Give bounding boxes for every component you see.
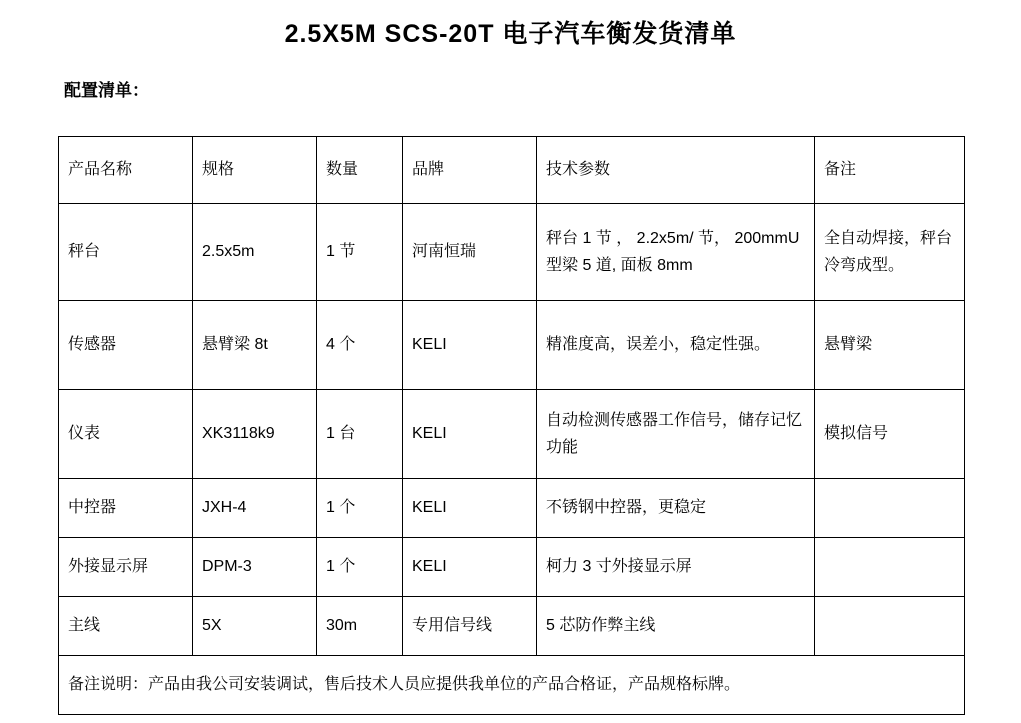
cell-quantity: 4 个 <box>317 301 403 390</box>
column-header-spec: 规格 <box>193 137 317 204</box>
cell-quantity: 30m <box>317 597 403 656</box>
cell-tech-params: 秤台 1 节 ， 2.2x5m/ 节， 200mmU 型梁 5 道, 面板 8mm <box>537 204 815 301</box>
table-footnote-row <box>59 656 965 715</box>
cell-quantity: 1 个 <box>317 479 403 538</box>
cell-tech-params: 柯力 3 寸外接显示屏 <box>537 538 815 597</box>
cell-product-name: 秤台 <box>59 204 193 301</box>
cell-quantity: 1 台 <box>317 390 403 479</box>
cell-tech-params: 精准度高，误差小，稳定性强。 <box>537 301 815 390</box>
cell-spec: DPM-3 <box>193 538 317 597</box>
section-subtitle: 配置清单： <box>64 81 149 100</box>
table-row <box>59 479 965 538</box>
cell-brand: KELI <box>403 538 537 597</box>
cell-remark: 模拟信号 <box>815 390 965 479</box>
cell-remark <box>815 538 965 597</box>
cell-product-name: 仪表 <box>59 390 193 479</box>
cell-spec: JXH-4 <box>193 479 317 538</box>
table-row <box>59 301 965 390</box>
table-header-row <box>59 137 965 204</box>
cell-spec: XK3118k9 <box>193 390 317 479</box>
cell-quantity: 1 个 <box>317 538 403 597</box>
cell-quantity: 1 节 <box>317 204 403 301</box>
document-page <box>0 14 1021 723</box>
cell-brand: KELI <box>403 479 537 538</box>
column-header-tech-params: 技术参数 <box>537 137 815 204</box>
table-row <box>59 204 965 301</box>
cell-brand: KELI <box>403 390 537 479</box>
cell-product-name: 中控器 <box>59 479 193 538</box>
cell-footnote: 备注说明：产品由我公司安装调试，售后技术人员应提供我单位的产品合格证，产品规格标牌。 <box>59 656 965 715</box>
page-title: 2.5X5M SCS-20T 电子汽车衡发货清单 <box>284 20 737 48</box>
table-row <box>59 538 965 597</box>
column-header-remark: 备注 <box>815 137 965 204</box>
cell-product-name: 主线 <box>59 597 193 656</box>
cell-brand: 河南恒瑞 <box>403 204 537 301</box>
cell-remark: 悬臂梁 <box>815 301 965 390</box>
cell-tech-params: 5 芯防作弊主线 <box>537 597 815 656</box>
table-row <box>59 597 965 656</box>
cell-spec: 2.5x5m <box>193 204 317 301</box>
cell-product-name: 外接显示屏 <box>59 538 193 597</box>
configuration-list-table <box>58 136 965 715</box>
table-row <box>59 390 965 479</box>
cell-brand: 专用信号线 <box>403 597 537 656</box>
column-header-brand: 品牌 <box>403 137 537 204</box>
cell-remark: 全自动焊接，秤台冷弯成型。 <box>815 204 965 301</box>
column-header-quantity: 数量 <box>317 137 403 204</box>
cell-tech-params: 自动检测传感器工作信号，储存记忆功能 <box>537 390 815 479</box>
cell-product-name: 传感器 <box>59 301 193 390</box>
cell-tech-params: 不锈钢中控器，更稳定 <box>537 479 815 538</box>
cell-brand: KELI <box>403 301 537 390</box>
cell-remark <box>815 479 965 538</box>
cell-spec: 悬臂梁 8t <box>193 301 317 390</box>
cell-remark <box>815 597 965 656</box>
cell-spec: 5X <box>193 597 317 656</box>
column-header-product-name: 产品名称 <box>59 137 193 204</box>
